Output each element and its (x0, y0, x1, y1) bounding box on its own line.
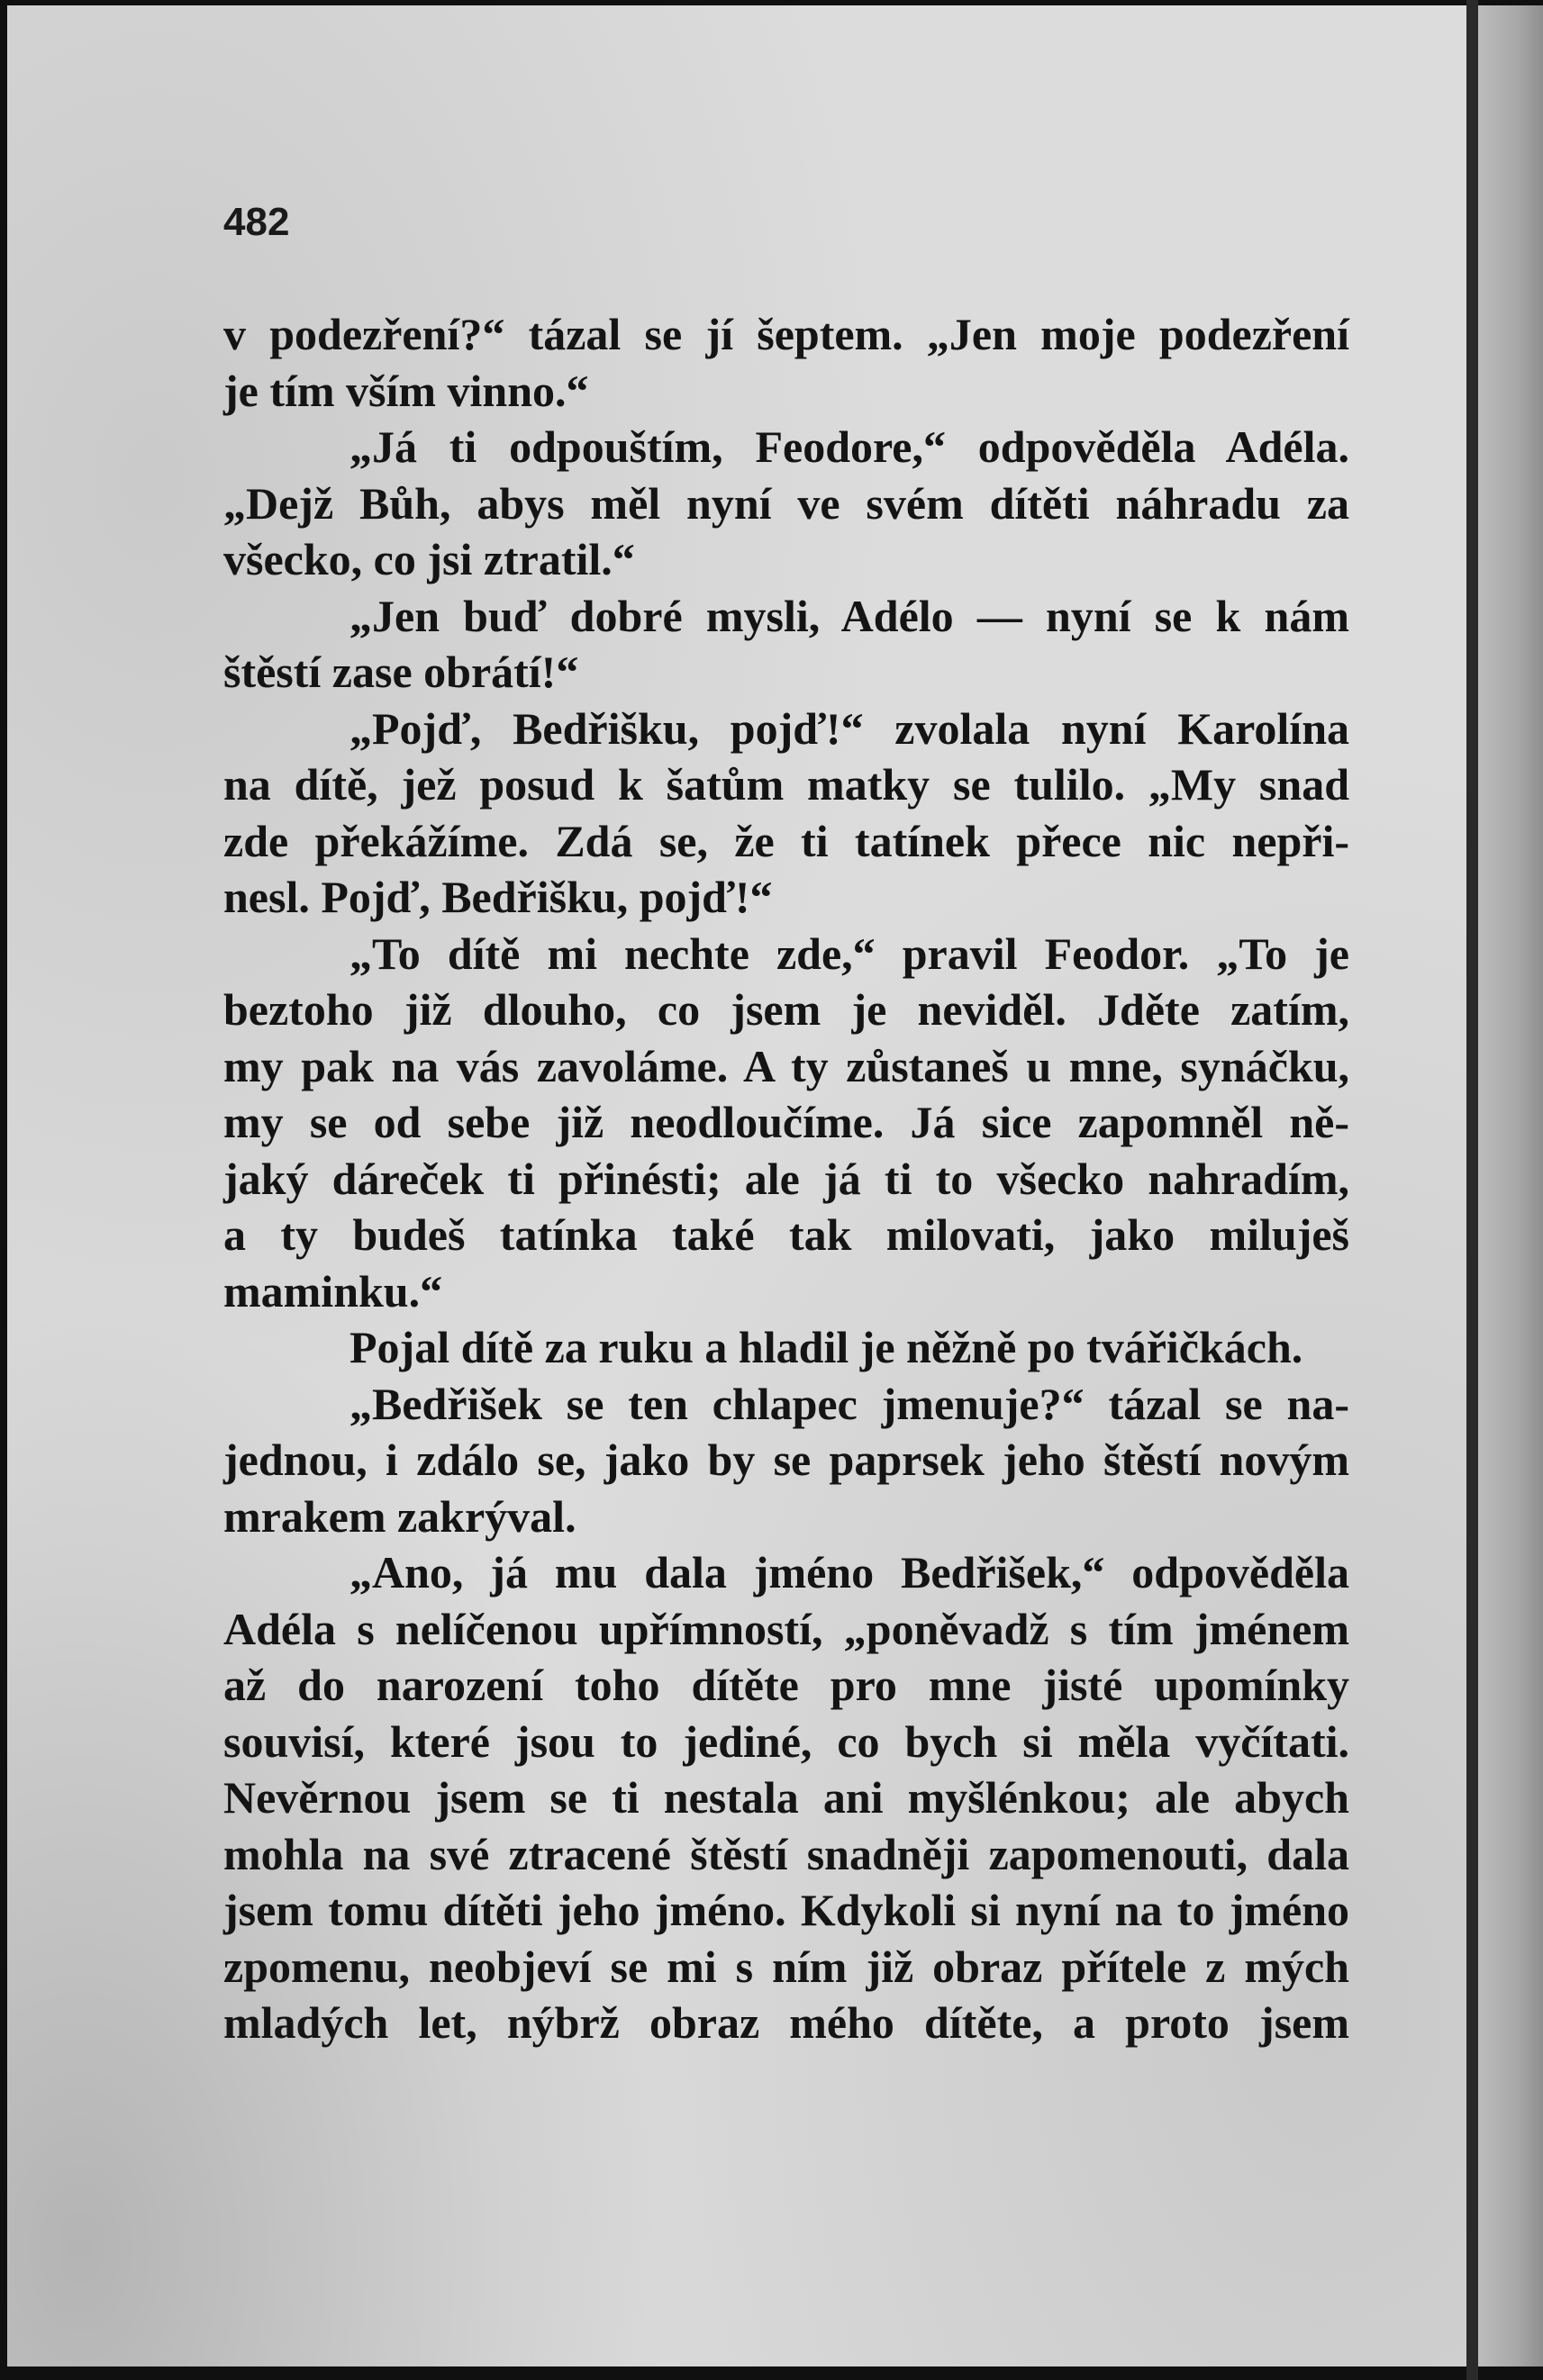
text-line: je tím vším vinno.“ (223, 365, 589, 416)
text-line: „Já ti odpouštím, Feodore,“ odpověděla Adéla. (349, 421, 1349, 472)
text-line: „Dejž Bůh, abys měl nyní ve svém dítěti náhradu za (223, 477, 1349, 529)
text-line: maminku.“ (223, 1265, 443, 1317)
text-line: až do narození toho dítěte pro mne jisté upomínky (223, 1660, 1349, 1710)
text-line: souvisí, které jsou to jediné, co bych si měla vyčítati. (223, 1715, 1349, 1767)
text-line: zde překážíme. Zdá se, že ti tatínek přece nic nepři- (223, 815, 1349, 866)
body-text (223, 306, 1349, 2051)
text-line: jsem tomu dítěti jeho jméno. Kdykoli si nyní na to jméno (223, 1885, 1349, 1935)
text-line: nesl. Pojď, Bedřišku, pojď!“ (223, 872, 773, 922)
text-line: my se od sebe již neodloučíme. Já sice zapomněl ně- (223, 1097, 1349, 1147)
text-line: a ty budeš tatínka také tak milovati, jako miluješ (223, 1209, 1349, 1260)
text-line: mrakem zakrýval. (223, 1490, 576, 1542)
text-line: „To dítě mi nechte zde,“ pravil Feodor. „To je (349, 928, 1349, 979)
page-edge-shadow (1466, 0, 1478, 2380)
text-line: v podezření?“ tázal se jí šeptem. „Jen moje podezření (223, 309, 1349, 359)
text-line: „Pojď, Bedřišku, pojď!“ zvolala nyní Karolína (349, 702, 1349, 754)
adjacent-page-edge (1478, 5, 1543, 2366)
text-line: my pak na vás zavoláme. A ty zůstaneš u mne, synáčku, (223, 1040, 1349, 1091)
text-line: jaký dáreček ti přinésti; ale já ti to všecko nahradím, (223, 1153, 1349, 1204)
text-line: jednou, i zdálo se, jako by se paprsek jeho štěstí novým (223, 1434, 1349, 1485)
text-line: zpomenu, neobjeví se mi s ním již obraz přítele z mých (223, 1941, 1349, 1992)
text-line: Nevěrnou jsem se ti nestala ani myšlénkou; ale abych (223, 1772, 1349, 1823)
text-line: na dítě, jež posud k šatům matky se tulilo. „My snad (223, 759, 1349, 810)
page-number: 482 (223, 200, 290, 244)
text-line: mohla na své ztracené štěstí snadněji zapomenouti, dala (223, 1828, 1349, 1879)
text-line: „Ano, já mu dala jméno Bedřišek,“ odpověděla (349, 1547, 1349, 1597)
text-line: „Jen buď dobré mysli, Adélo — nyní se k nám (349, 590, 1349, 641)
text-line: beztoho již dlouho, co jsem je neviděl. Jděte zatím, (223, 984, 1349, 1035)
text-line: Adéla s nelíčenou upřímností, „poněvadž s tím jménem (223, 1603, 1349, 1654)
text-line: mladých let, nýbrž obraz mého dítěte, a proto jsem (223, 1997, 1349, 2048)
text-line: „Bedřišek se ten chlapec jmenuje?“ tázal se na- (349, 1378, 1349, 1429)
text-line: štěstí zase obrátí!“ (223, 647, 579, 697)
text-line: všecko, co jsi ztratil.“ (223, 534, 635, 584)
text-line: Pojal dítě za ruku a hladil je něžně po tvářičkách. (349, 1322, 1303, 1372)
